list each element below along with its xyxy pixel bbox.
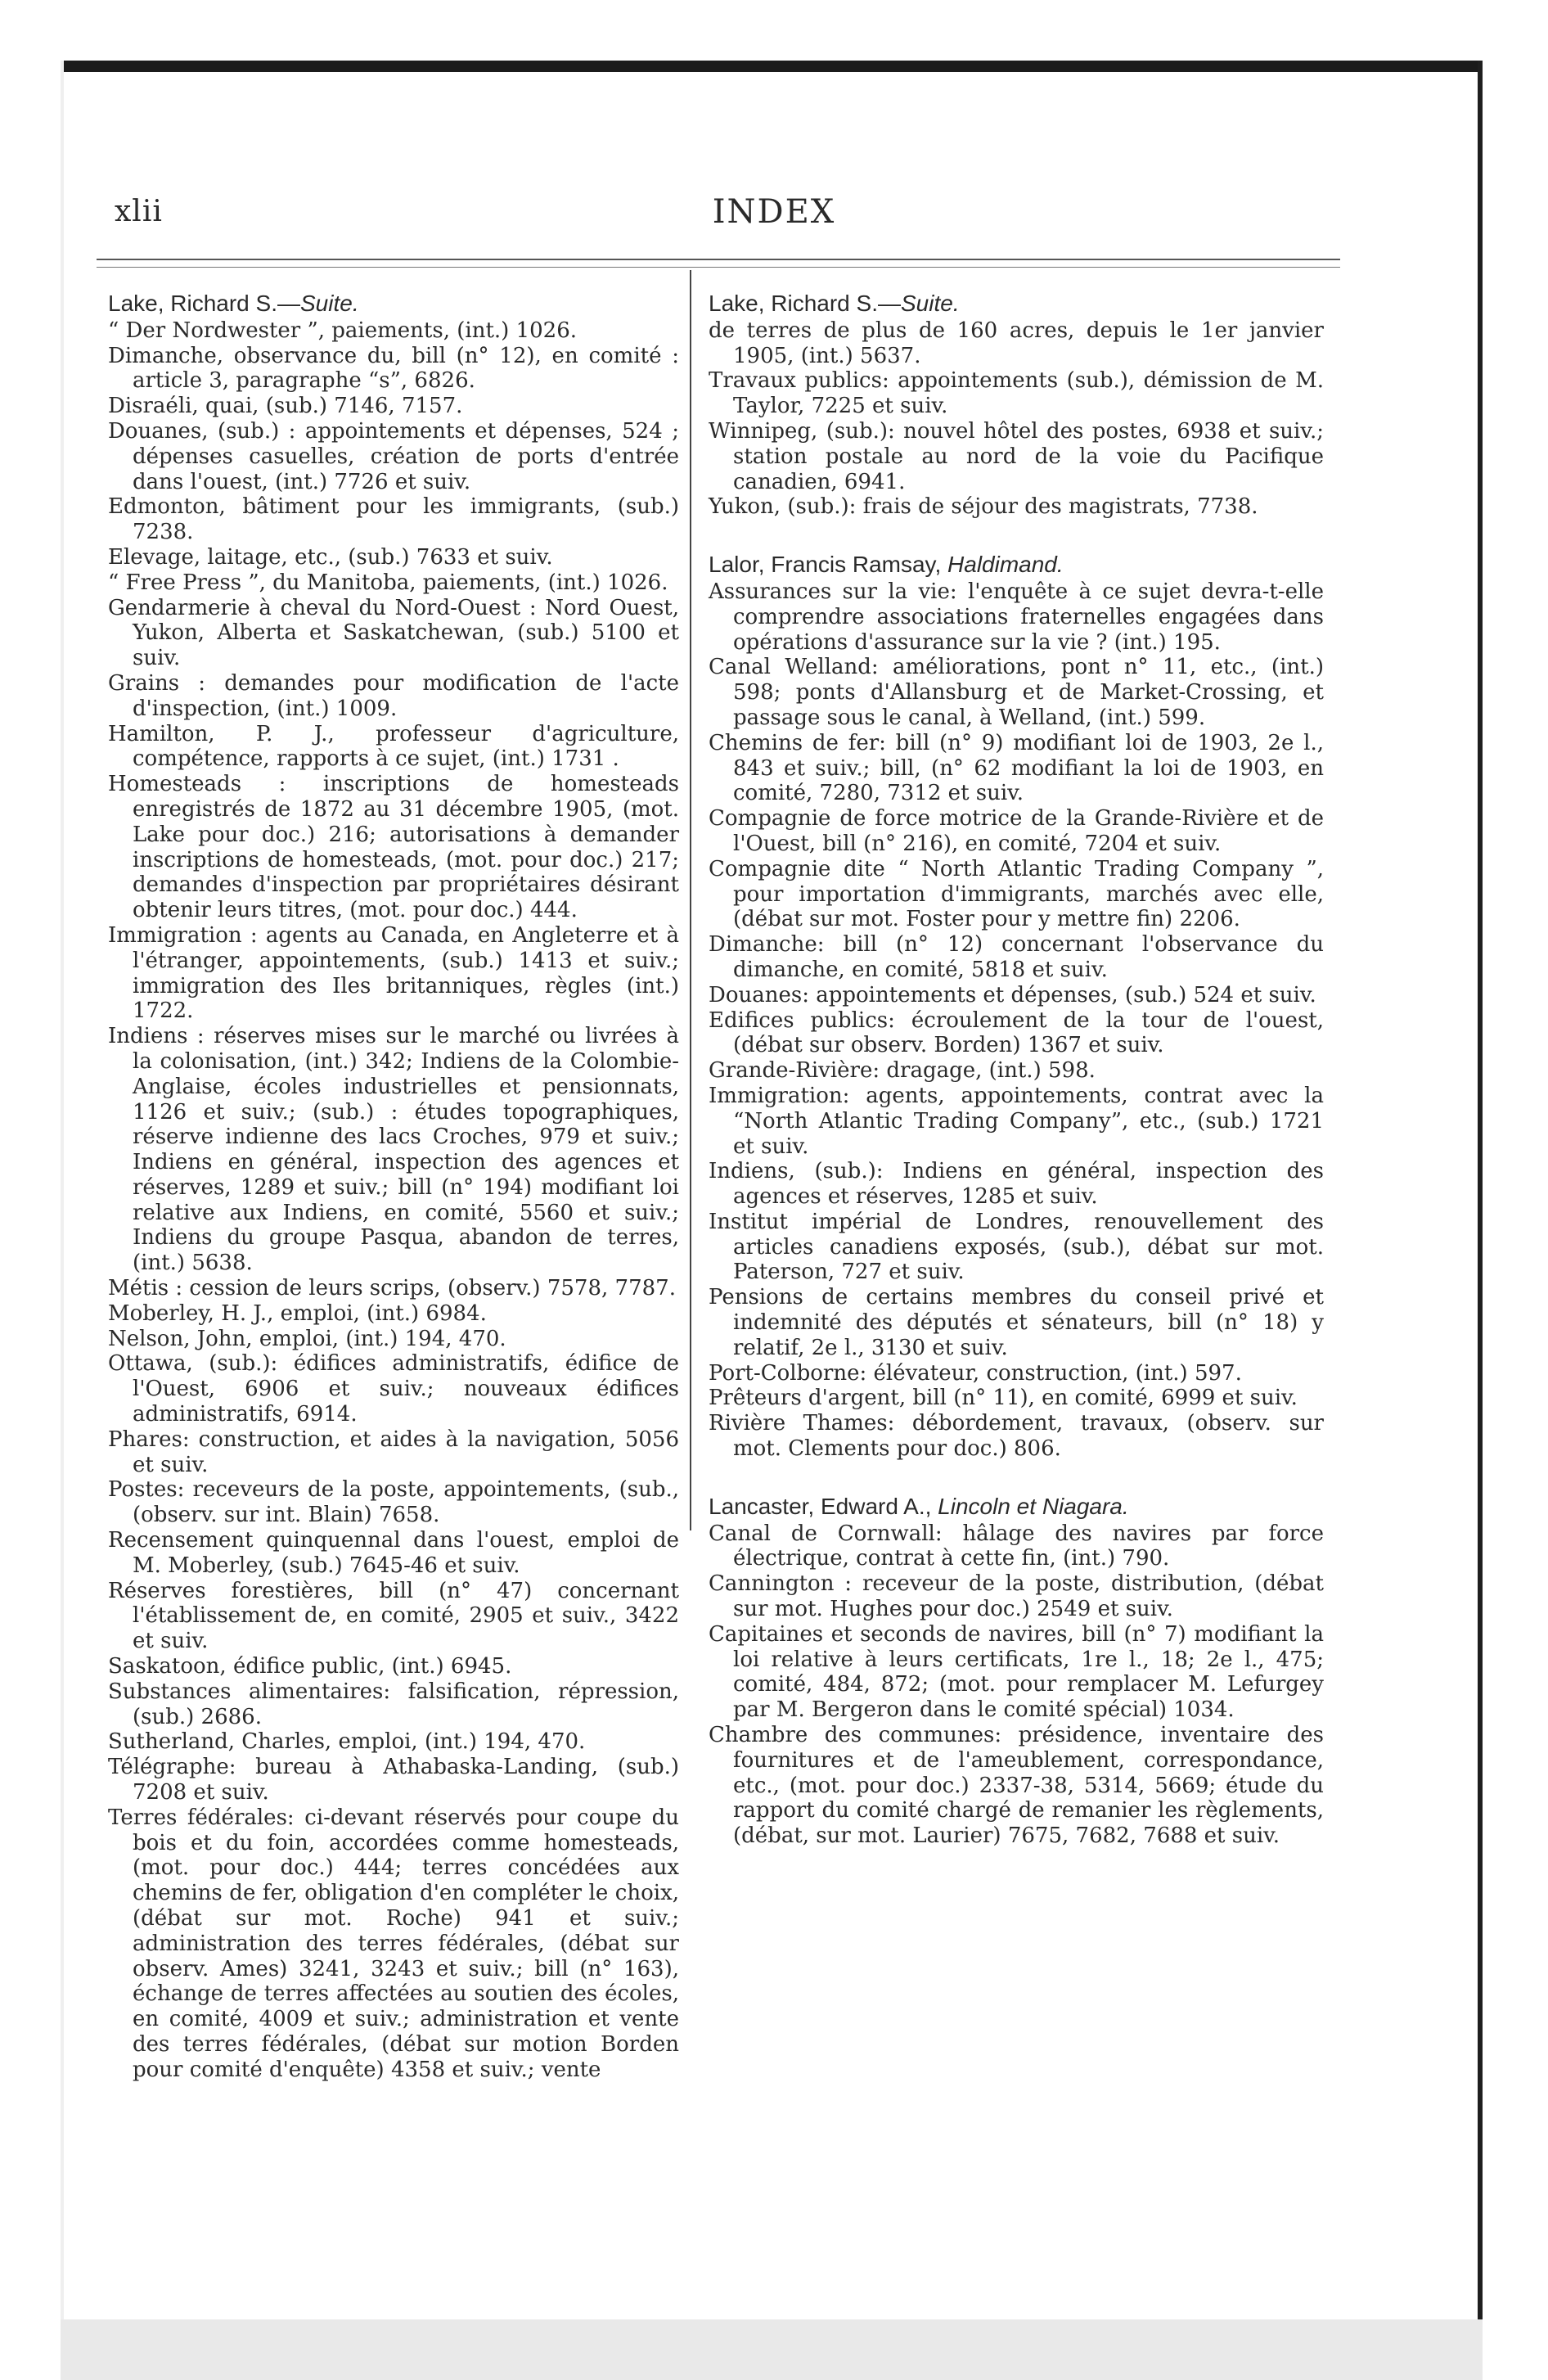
scan-top-border: [61, 61, 1483, 72]
subentry: Télégraphe: bureau à Athabaska-Landing, (sub.) 7208 et suiv.: [108, 1755, 679, 1805]
subentry: de terres de plus de 160 acres, depuis le 1er janvier 1905, (int.) 5637.: [709, 318, 1324, 368]
subentry-list: [709, 579, 1324, 1462]
subentry: Winnipeg, (sub.): nouvel hôtel des postes, 6938 et suiv.; station postale au nord de la voie du Pacifique canadien, 6941.: [709, 418, 1324, 494]
subentry: “ Free Press ”, du Manitoba, paiements, (int.) 1026.: [108, 570, 668, 595]
entry-name: [709, 1494, 1324, 1520]
index-entry: [709, 1494, 1324, 1849]
entry-suffix: Suite.: [300, 291, 359, 316]
index-entry: [108, 291, 679, 2083]
subentry: Grains : demandes pour modification de l'acte d'inspection, (int.) 1009.: [108, 670, 679, 721]
subentry: Pensions de certains membres du conseil privé et indemnité des députés et sénateurs, bill (n° 18) y relatif, 2e l., 3130 et suiv.: [709, 1285, 1324, 1360]
subentry: Port-Colborne: élévateur, construction, (int.) 597.: [709, 1360, 1242, 1386]
subentry-list: [709, 1521, 1324, 1849]
column-divider: [690, 270, 691, 1530]
subentry: Terres fédérales: ci-devant réservés pour coupe du bois et du foin, accordées comme homesteads, (mot. pour doc.) 444; terres concédées aux chemins de fer, obligation d'en compléter le choix, (débat sur mot. Roche) 941 et suiv.; administration des terres fédérales, (débat sur observ. Ames) 3241, 3243 et suiv.; bill (n° 163), échange de terres affectées au soutien des écoles, en comité, 4009 et suiv.; administration et vente des terres fédérales, (débat sur motion Borden pour comité d'enquête) 4358 et suiv.; vente: [108, 1805, 679, 2082]
scan-left-edge: [61, 61, 64, 2319]
subentry: Prêteurs d'argent, bill (n° 11), en comité, 6999 et suiv.: [709, 1386, 1298, 1411]
scan-bottom-margin: [61, 2319, 1483, 2380]
subentry: Indiens, (sub.): Indiens en général, inspection des agences et réserves, 1285 et suiv.: [709, 1159, 1324, 1210]
subentry: Grande-Rivière: dragage, (int.) 598.: [709, 1058, 1096, 1084]
entry-name: [709, 552, 1324, 578]
subentry: Chemins de fer: bill (n° 9) modifiant loi de 1903, 2e l., 843 et suiv.; bill, (n° 62 modifiant la loi de 1903, en comité, 7280, 7312 et suiv.: [709, 730, 1324, 806]
running-title: INDEX: [712, 193, 836, 231]
index-entry: [709, 291, 1324, 520]
subentry: Dimanche: bill (n° 12) concernant l'observance du dimanche, en comité, 5818 et suiv.: [709, 932, 1324, 982]
entry-name: Lake, Richard S.—Suite.: [108, 291, 359, 316]
subentry: Réserves forestières, bill (n° 47) concernant l'établissement de, en comité, 2905 et suiv., 3422 et suiv.: [108, 1578, 679, 1654]
subentry: Saskatoon, édifice public, (int.) 6945.: [108, 1654, 512, 1679]
subentry: Sutherland, Charles, emploi, (int.) 194, 470.: [108, 1729, 586, 1755]
subentry: Moberley, H. J., emploi, (int.) 6984.: [108, 1300, 487, 1326]
subentry: Postes: receveurs de la poste, appointements, (sub., (observ. sur int. Blain) 7658.: [108, 1477, 679, 1528]
entry-name-text: Lalor, Francis Ramsay,: [709, 552, 942, 578]
index-entry: [709, 552, 1324, 1462]
subentry: Ottawa, (sub.): édifices administratifs, édifice de l'Ouest, 6906 et suiv.; nouveaux édifices administratifs, 6914.: [108, 1351, 679, 1427]
subentry: Hamilton, P. J., professeur d'agriculture, compétence, rapports à ce sujet, (int.) 1731 .: [108, 721, 679, 772]
subentry: Cannington : receveur de la poste, distribution, (débat sur mot. Hughes pour doc.) 2549 et suiv.: [709, 1571, 1324, 1622]
right-column: [709, 291, 1324, 1882]
entry-suffix: Suite.: [901, 291, 960, 316]
subentry: Douanes: appointements et dépenses, (sub.) 524 et suiv.: [709, 982, 1316, 1007]
subentry: Yukon, (sub.): frais de séjour des magistrats, 7738.: [709, 494, 1258, 520]
subentry: Travaux publics: appointements (sub.), démission de M. Taylor, 7225 et suiv.: [709, 368, 1324, 419]
subentry: Immigration : agents au Canada, en Angleterre et à l'étranger, appointements, (sub.) 1413 et suiv.; immigration des Iles britanniques, règles (int.) 1722.: [108, 922, 679, 1024]
subentry: Disraéli, quai, (sub.) 7146, 7157.: [108, 394, 463, 419]
subentry: Chambre des communes: présidence, inventaire des fournitures et de l'ameublement, correspondance, etc., (mot. pour doc.) 2337-38, 5314, 5669; étude du rapport du comité chargé de remanier les règlements, (débat, sur mot. Laurier) 7675, 7682, 7688 et suiv.: [709, 1723, 1324, 1849]
subentry: Rivière Thames: débordement, travaux, (observ. sur mot. Clements pour doc.) 806.: [709, 1411, 1324, 1462]
entry-suffix: Haldimand.: [947, 552, 1064, 578]
entry-name-text: Lake, Richard S.: [709, 291, 878, 316]
subentry: Edifices publics: écroulement de la tour de l'ouest, (débat sur observ. Borden) 1367 et suiv.: [709, 1007, 1324, 1058]
subentry: Assurances sur la vie: l'enquête à ce sujet devra-t-elle comprendre associations fraternelles engagées dans opérations d'assurance sur la vie ? (int.) 195.: [709, 579, 1324, 655]
header-rule-thin: [97, 267, 1340, 268]
page-number: xlii: [115, 195, 163, 228]
subentry: Canal de Cornwall: hâlage des navires par force électrique, contrat à cette fin, (int.) 790.: [709, 1521, 1324, 1571]
subentry: Substances alimentaires: falsification, répression, (sub.) 2686.: [108, 1679, 679, 1729]
subentry: “ Der Nordwester ”, paiements, (int.) 1026.: [108, 318, 578, 343]
subentry: Gendarmerie à cheval du Nord-Ouest : Nord Ouest, Yukon, Alberta et Saskatchewan, (sub.) 5100 et suiv.: [108, 595, 679, 671]
subentry: Elevage, laitage, etc., (sub.) 7633 et suiv.: [108, 544, 553, 570]
header-rule: [97, 259, 1340, 260]
subentry: Métis : cession de leurs scrips, (observ.) 7578, 7787.: [108, 1276, 676, 1301]
subentry: Dimanche, observance du, bill (n° 12), en comité : article 3, paragraphe “s”, 6826.: [108, 343, 679, 394]
subentry: Homesteads : inscriptions de homesteads enregistrés de 1872 au 31 décembre 1905, (mot. Lake pour doc.) 216; autorisations à demander inscriptions de homesteads, (mot. pour doc.) 217; demandes d'inspection par propriétaires désirant obtenir leurs titres, (mot. pour doc.) 444.: [108, 772, 679, 923]
subentry: Immigration: agents, appointements, contrat avec la “North Atlantic Trading Company”, etc., (sub.) 1721 et suiv.: [709, 1083, 1324, 1159]
subentry: Douanes, (sub.) : appointements et dépenses, 524 ; dépenses casuelles, création de ports d'entrée dans l'ouest, (int.) 7726 et suiv.: [108, 418, 679, 494]
subentry: Compagnie de force motrice de la Grande-Rivière et de l'Ouest, bill (n° 216), en comité, 7204 et suiv.: [709, 806, 1324, 856]
subentry: Edmonton, bâtiment pour les immigrants, (sub.) 7238.: [108, 494, 679, 545]
left-column: [108, 291, 679, 2116]
subentry: Institut impérial de Londres, renouvellement des articles canadiens exposés, (sub.), débat sur mot. Paterson, 727 et suiv.: [709, 1209, 1324, 1285]
subentry-list: [108, 318, 679, 2083]
entry-suffix: Lincoln et Niagara.: [938, 1493, 1129, 1519]
entry-name-text: Lake, Richard S.: [108, 291, 277, 316]
entry-name: Lake, Richard S.—Suite.: [709, 291, 960, 316]
subentry: Compagnie dite “ North Atlantic Trading Company ”, pour importation d'immigrants, marchés avec elle, (débat sur mot. Foster pour y mettre fin) 2206.: [709, 856, 1324, 932]
subentry-list: [709, 318, 1324, 520]
subentry: Recensement quinquennal dans l'ouest, emploi de M. Moberley, (sub.) 7645-46 et suiv.: [108, 1528, 679, 1578]
subentry: Canal Welland: améliorations, pont n° 11, etc., (int.) 598; ponts d'Allansburg et de Market-Crossing, et passage sous le canal, à Welland, (int.) 599.: [709, 655, 1324, 730]
entry-name-text: Lancaster, Edward A.,: [709, 1493, 932, 1519]
subentry: Nelson, John, emploi, (int.) 194, 470.: [108, 1326, 506, 1351]
subentry: Capitaines et seconds de navires, bill (n° 7) modifiant la loi relative à leurs certificats, 1re l., 18; 2e l., 475; comité, 484, 872; (mot. pour remplacer M. Lefurgey par M. Bergeron dans le comité spécial) 1034.: [709, 1621, 1324, 1723]
subentry: Indiens : réserves mises sur le marché ou livrées à la colonisation, (int.) 342; Indiens de la Colombie-Anglaise, écoles industrielles et pensionnats, 1126 et suiv.; (sub.) : études topographiques, réserve indienne des lacs Croches, 979 et suiv.; Indiens en général, inspection des agences et réserves, 1289 et suiv.; bill (n° 194) modifiant loi relative aux Indiens, en comité, 5560 et suiv.; Indiens du groupe Pasqua, abandon de terres, (int.) 5638.: [108, 1024, 679, 1276]
scan-right-border: [1478, 61, 1483, 2319]
subentry: Phares: construction, et aides à la navigation, 5056 et suiv.: [108, 1427, 679, 1477]
